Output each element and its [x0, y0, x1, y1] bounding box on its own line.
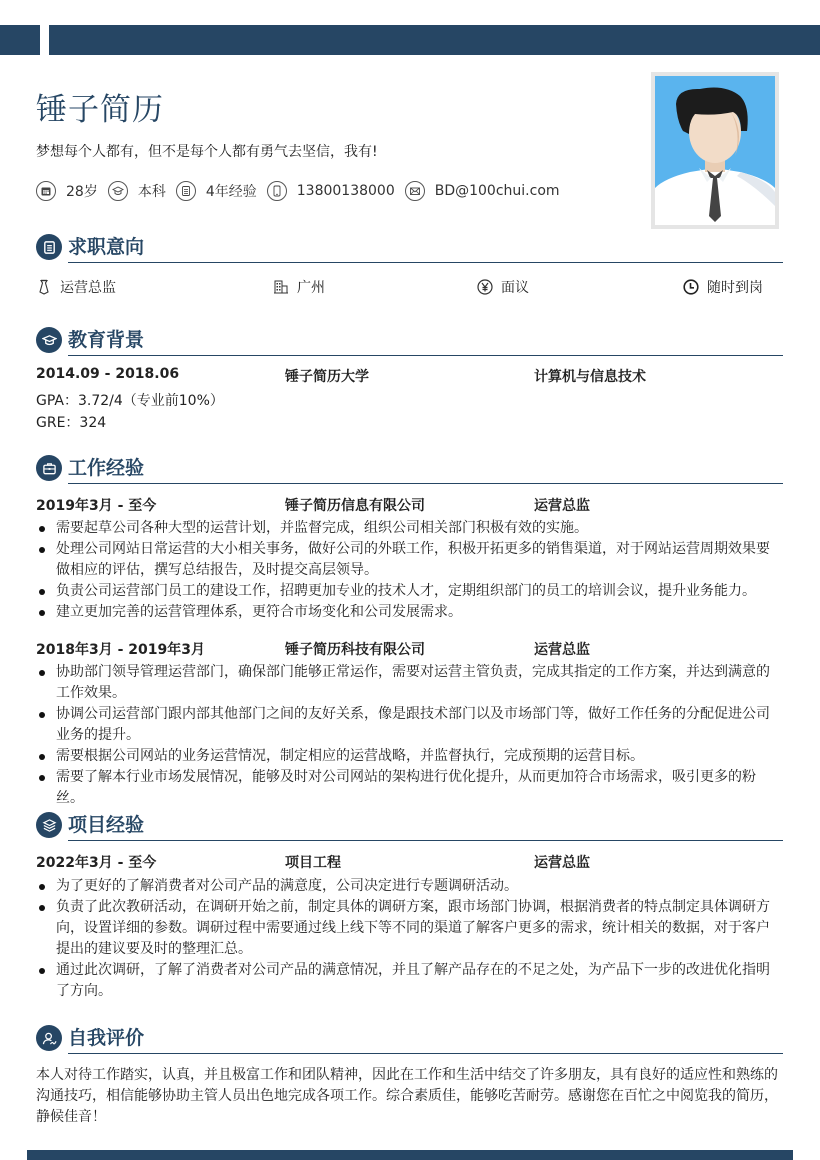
section-intent-header — [36, 234, 783, 264]
section-divider — [68, 262, 783, 263]
job-duties-list — [36, 518, 783, 623]
mail-icon — [405, 181, 425, 201]
section-title: 教育背景 — [68, 329, 145, 351]
project-duties-list — [36, 876, 783, 1002]
education-major: 计算机与信息技术 — [534, 369, 646, 385]
section-education-header — [36, 327, 783, 357]
intent-availability — [683, 277, 763, 297]
job-intent-row — [36, 277, 783, 299]
motto: 梦想每个人都有，但不是每个人都有勇气去坚信，我有! — [36, 144, 378, 160]
section-title: 自我评价 — [68, 1027, 145, 1049]
graduation-cap-icon — [36, 327, 62, 353]
list-item: 需要根据公司网站的业务运营情况，制定相应的运营战略，并监督执行，完成预期的运营目标。 — [36, 746, 783, 767]
education-row — [36, 366, 783, 386]
intent-salary — [477, 277, 529, 297]
phone-icon — [267, 181, 287, 201]
job-company: 锤子简历信息有限公司 — [285, 498, 425, 514]
list-item: 负责了此次教研活动，在调研开始之前，制定具体的调研方案，跟市场部门协调，根据消费者的特点制定具体调研方向，设置详细的参数。调研过程中需要通过线上线下等不同的渠道了解客户更多的需求，统计相关的数据，对于客户提出的建议要及时的整理汇总。 — [36, 897, 783, 960]
education-gre: GRE：324 — [36, 415, 107, 431]
list-item: 通过此次调研，了解了消费者对公司产品的满意情况，并且了解产品存在的不足之处，为产品下一步的改进优化指明了方向。 — [36, 960, 783, 1002]
job-row — [36, 639, 783, 659]
basic-info-row — [36, 181, 570, 201]
job-role: 运营总监 — [534, 498, 590, 514]
list-item: 协调公司运营部门跟内部其他部门之间的友好关系，像是跟技术部门以及市场部门等，做好工作任务的分配促进公司业务的提升。 — [36, 704, 783, 746]
job-period: 2019年3月 - 至今 — [36, 498, 157, 514]
section-divider — [68, 840, 783, 841]
section-divider — [68, 483, 783, 484]
job-company: 锤子简历科技有限公司 — [285, 642, 425, 658]
list-item: 协助部门领导管理运营部门，确保部门能够正常运作，需要对运营主管负责，完成其指定的工作方案，并达到满意的工作效果。 — [36, 662, 783, 704]
list-item: 为了更好的了解消费者对公司产品的满意度，公司决定进行专题调研活动。 — [36, 876, 783, 897]
section-divider — [68, 355, 783, 356]
education-period: 2014.09 - 2018.06 — [36, 366, 180, 382]
resume-name: 锤子简历 — [36, 92, 164, 128]
bottom-decor-bar — [27, 1150, 793, 1160]
intent-position — [36, 277, 116, 297]
section-work-header — [36, 455, 783, 485]
layers-icon — [36, 812, 62, 838]
self-evaluation-text: 本人对待工作踏实，认真，并且极富工作和团队精神，因此在工作和生活中结交了许多朋友，具有良好的适应性和熟练的沟通技巧，相信能够协助主管人员出色地完成各项工作。综合素质佳，能够吃苦耐劳。感谢您在百忙之中阅览我的简历，静候佳音！ — [36, 1067, 778, 1125]
age-text: 28岁 — [66, 184, 98, 200]
job-duties-list — [36, 662, 783, 809]
info-email — [405, 181, 560, 201]
info-age — [36, 181, 98, 201]
section-divider — [68, 1053, 783, 1054]
experience-text: 4年经验 — [205, 184, 257, 200]
info-degree — [108, 181, 166, 201]
intent-salary-text: 面议 — [501, 280, 529, 296]
intent-city-text: 广州 — [297, 280, 325, 296]
intent-city — [273, 277, 325, 297]
user-icon — [36, 1025, 62, 1051]
section-title: 项目经验 — [68, 814, 145, 836]
graduation-cap-icon — [108, 181, 128, 201]
list-item: 需要了解本行业市场发展情况，能够及时对公司网站的架构进行优化提升，从而更加符合市场需求，吸引更多的粉丝。 — [36, 767, 783, 809]
list-item: 需要起草公司各种大型的运营计划，并监督完成，组织公司相关部门积极有效的实施。 — [36, 518, 783, 539]
top-decor-block — [0, 25, 40, 55]
intent-position-text: 运营总监 — [60, 280, 116, 296]
project-period: 2022年3月 - 至今 — [36, 855, 157, 871]
education-school: 锤子简历大学 — [285, 369, 369, 385]
list-item: 负责公司运营部门员工的建设工作，招聘更加专业的技术人才，定期组织部门的员工的培训会议，提升业务能力。 — [36, 581, 783, 602]
document-icon — [176, 181, 196, 201]
avatar — [655, 76, 775, 225]
section-title: 工作经验 — [68, 457, 145, 479]
top-decor-bar — [49, 25, 820, 55]
section-title: 求职意向 — [68, 236, 145, 258]
job-role: 运营总监 — [534, 642, 590, 658]
section-project-header — [36, 812, 783, 842]
list-item: 建立更加完善的运营管理体系，更符合市场变化和公司发展需求。 — [36, 602, 783, 623]
tie-icon — [36, 279, 52, 295]
job-row — [36, 495, 783, 515]
intent-availability-text: 随时到岗 — [707, 280, 763, 296]
project-role: 运营总监 — [534, 855, 590, 871]
clipboard-icon — [36, 234, 62, 260]
phone-text: 13800138000 — [296, 183, 395, 199]
project-row — [36, 852, 783, 872]
briefcase-icon — [36, 455, 62, 481]
project-name: 项目工程 — [285, 855, 341, 871]
calendar-icon — [36, 181, 56, 201]
yen-icon — [477, 279, 493, 295]
profile-photo — [651, 72, 779, 229]
info-experience — [176, 181, 257, 201]
info-phone — [267, 181, 395, 201]
section-self-eval-header — [36, 1025, 783, 1055]
education-gpa: GPA：3.72/4（专业前10%） — [36, 393, 224, 409]
email-text: BD@100chui.com — [434, 183, 560, 199]
list-item: 处理公司网站日常运营的大小相关事务，做好公司的外联工作，积极开拓更多的销售渠道，对于网站运营周期效果要做相应的评估，撰写总结报告，及时提交高层领导。 — [36, 539, 783, 581]
degree-text: 本科 — [137, 184, 166, 200]
job-period: 2018年3月 - 2019年3月 — [36, 642, 205, 658]
clock-icon — [683, 279, 699, 295]
building-icon — [273, 279, 289, 295]
